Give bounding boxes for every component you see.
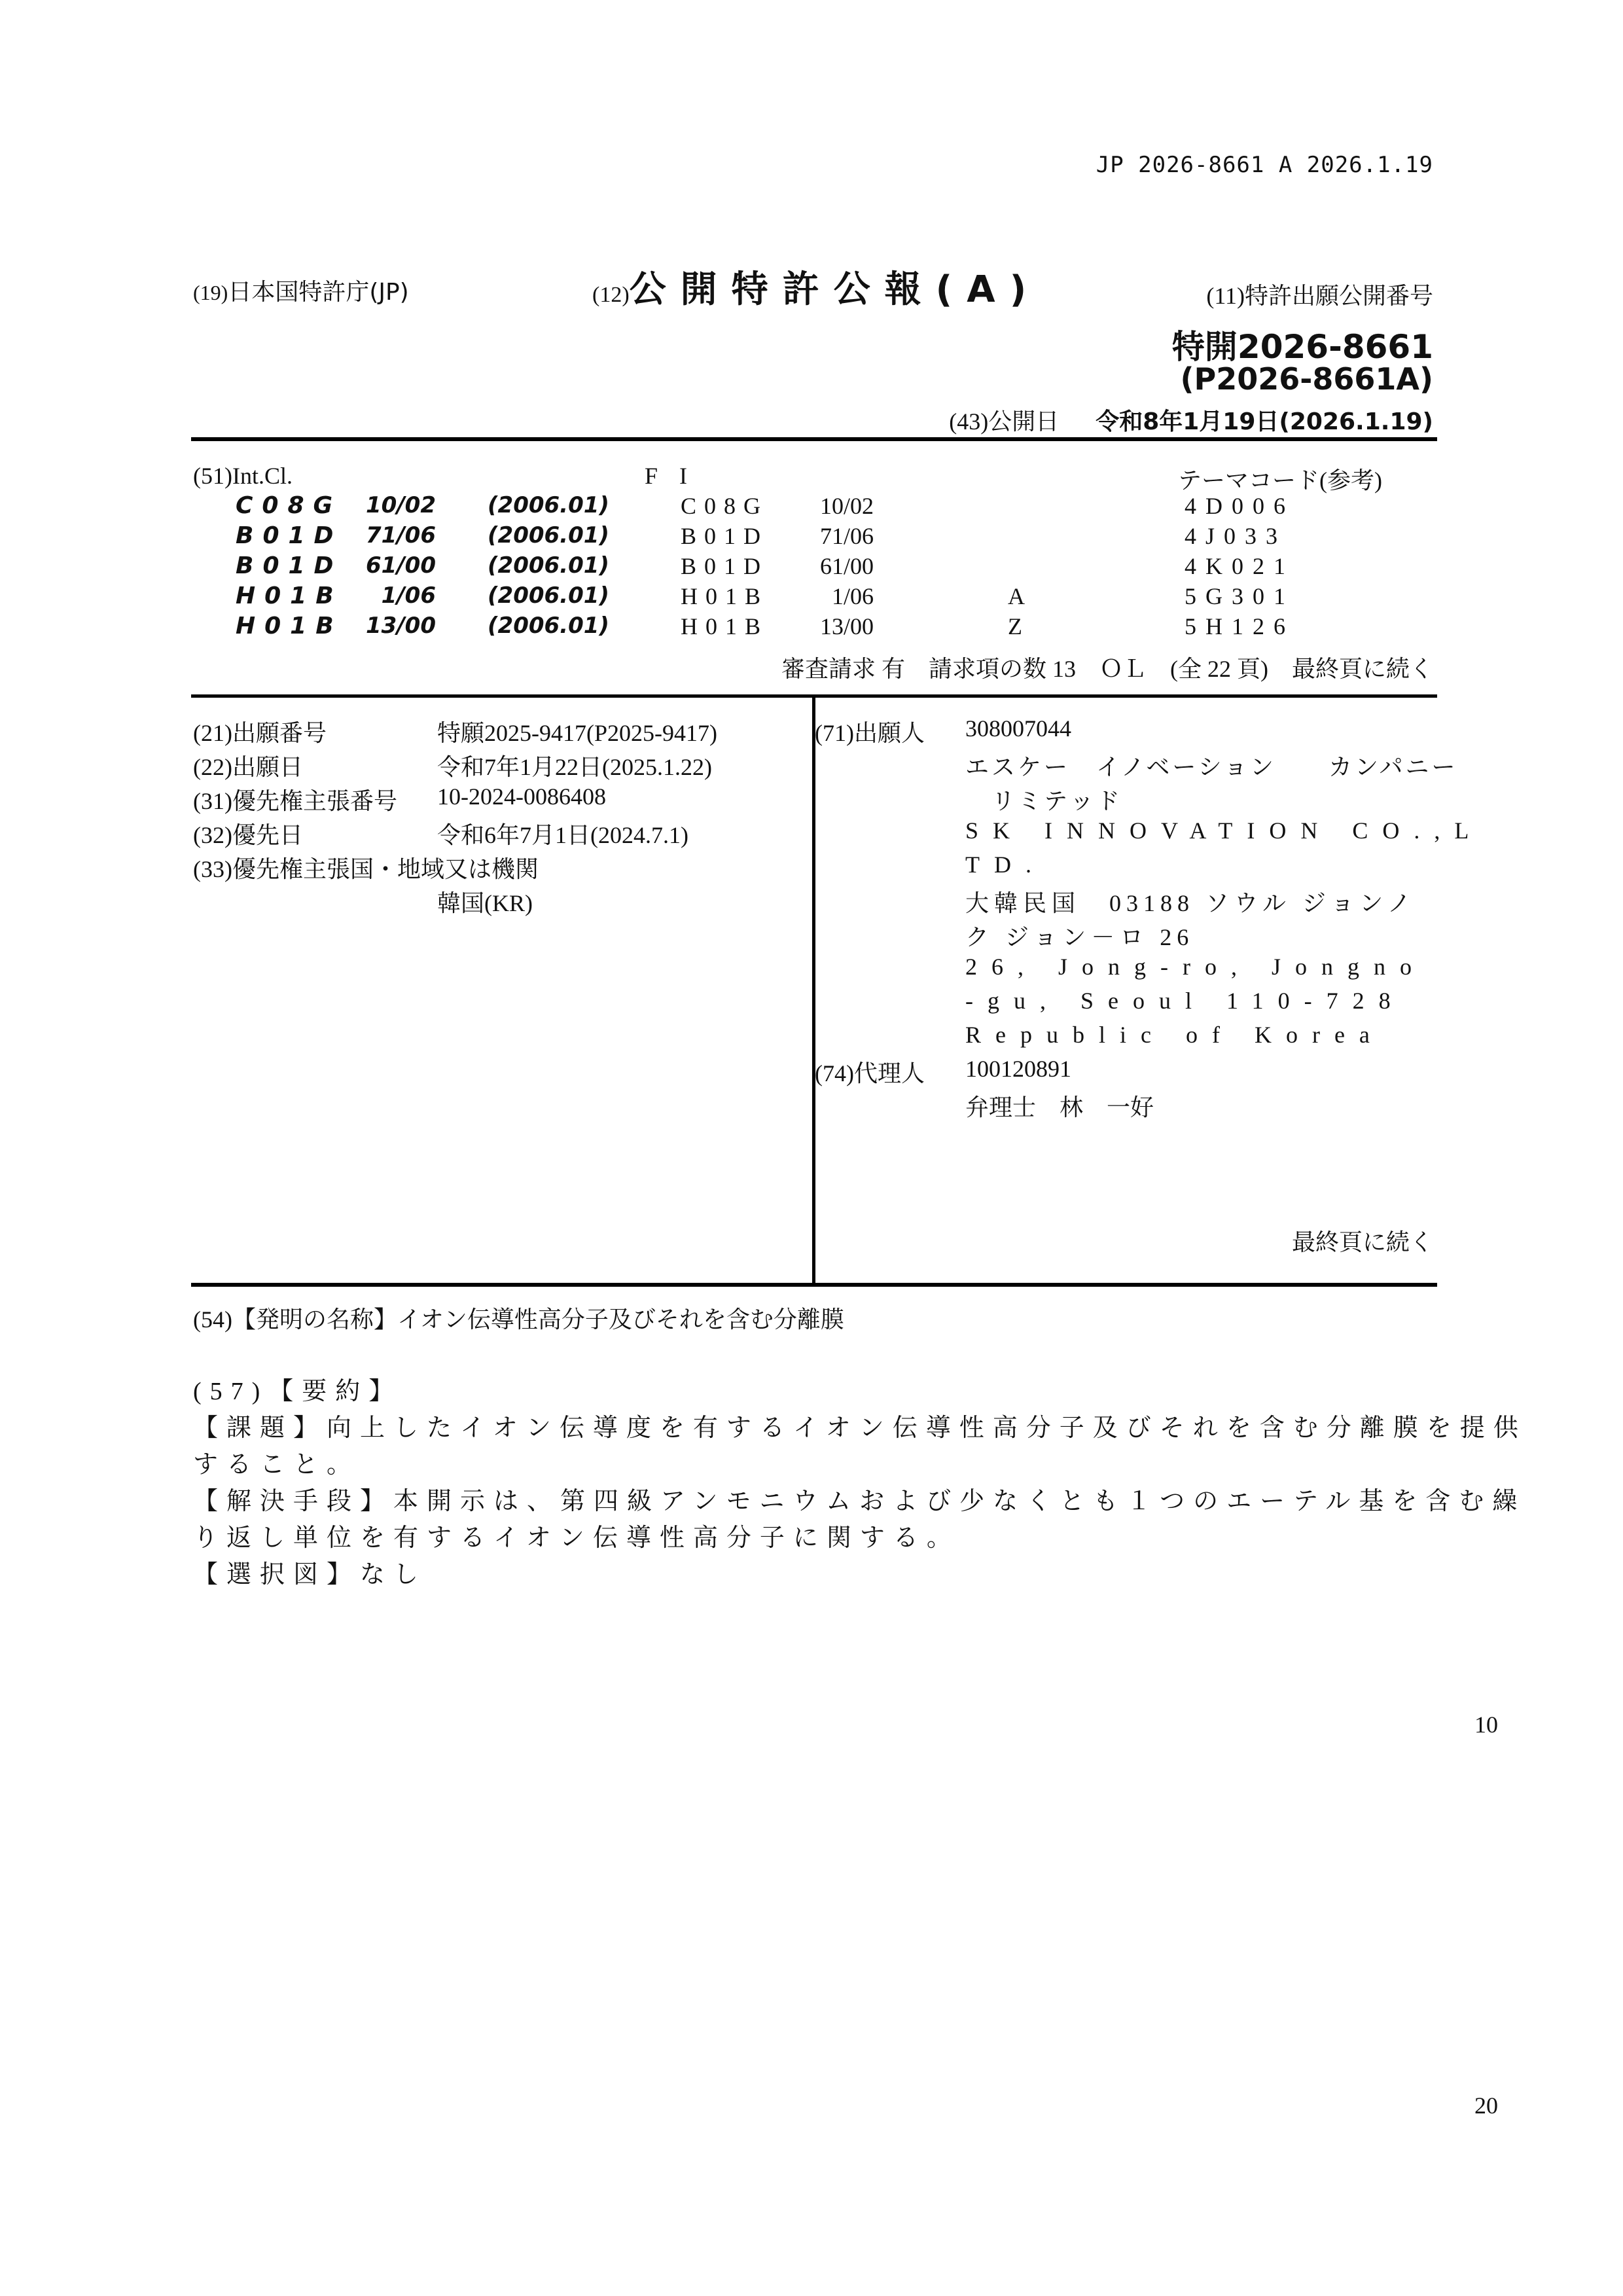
applicant-name-kana: エスケー イノベーション カンパニー bbox=[965, 754, 1458, 780]
pub-date-label: (43)公開日 bbox=[949, 408, 1060, 435]
ipc-group: 71/06 bbox=[365, 522, 436, 548]
pub-type-title: 公開特許公報(A) bbox=[629, 268, 1041, 311]
ipc-group: 1/06 bbox=[381, 583, 436, 609]
office-name: 日本国特許庁(JP) bbox=[228, 279, 409, 306]
ipc-version: (2006.01) bbox=[488, 613, 609, 639]
classification-row bbox=[0, 613, 1623, 643]
priority-number-label: (31)優先権主張番号 bbox=[193, 788, 397, 814]
ipc-code: C08G bbox=[236, 492, 342, 519]
ipc-version: (2006.01) bbox=[488, 583, 609, 609]
top-right-pub-id: JP 2026-8661 A 2026.1.19 bbox=[1096, 152, 1433, 178]
abstract-solution: 【解決手段】本開示は、第四級アンモニウムおよび少なくとも１つのエーテル基を含む繰 bbox=[193, 1488, 1526, 1515]
fi-group: 1/06 bbox=[831, 583, 874, 609]
abstract-selected-figure: 【選択図】なし bbox=[193, 1561, 427, 1588]
applicant-address-ja-cont: ク ジョン－ロ 26 bbox=[965, 924, 1194, 950]
filing-date-label: (22)出願日 bbox=[193, 754, 303, 780]
theme-code-label: テーマコード(参考) bbox=[1178, 467, 1382, 493]
ipc-code: B01D bbox=[236, 552, 343, 579]
priority-date-label: (32)優先日 bbox=[193, 822, 303, 848]
fi-code: B01D bbox=[681, 523, 769, 549]
invention-title: (54)【発明の名称】イオン伝導性高分子及びそれを含む分離膜 bbox=[193, 1306, 844, 1333]
publication-type bbox=[592, 260, 1041, 313]
ipc-version: (2006.01) bbox=[488, 492, 609, 518]
classification-row bbox=[0, 492, 1623, 522]
fi-suffix: Z bbox=[1008, 613, 1022, 639]
margin-line-number: 20 bbox=[1474, 2092, 1498, 2119]
agent-name: 弁理士 林 一好 bbox=[965, 1094, 1154, 1121]
abstract-heading: (57)【要約】 bbox=[193, 1378, 402, 1405]
agent-label: (74)代理人 bbox=[815, 1060, 925, 1086]
classification-row bbox=[0, 583, 1623, 613]
priority-country: 韓国(KR) bbox=[437, 890, 533, 916]
filing-date: 令和7年1月22日(2025.1.22) bbox=[437, 754, 712, 780]
pub-type-field-number: (12) bbox=[592, 283, 630, 307]
pub-number-p: (P2026-8661A) bbox=[1180, 361, 1433, 397]
patent-office bbox=[193, 274, 409, 307]
ipc-group: 10/02 bbox=[365, 492, 436, 518]
examination-summary: 審査請求 有 請求項の数 13 ＯＬ (全 22 頁) 最終頁に続く bbox=[781, 656, 1433, 682]
applicant-address-en: 26, Jong-ro, Jongno bbox=[965, 954, 1426, 980]
priority-date: 令和6年7月1日(2024.7.1) bbox=[437, 822, 688, 848]
theme-code: 4D006 bbox=[1185, 493, 1294, 519]
fi-suffix: A bbox=[1008, 583, 1025, 609]
office-field-number: (19) bbox=[193, 281, 228, 304]
margin-line-number: 10 bbox=[1474, 1712, 1498, 1738]
ipc-code: H01B bbox=[236, 583, 343, 609]
ipc-group: 61/00 bbox=[365, 552, 436, 579]
applicant-name-kana-cont: リミテッド bbox=[965, 788, 1123, 814]
ipc-code: H01B bbox=[236, 613, 343, 639]
rule-top bbox=[191, 437, 1437, 441]
applicant-country-en: Republic of Korea bbox=[965, 1022, 1384, 1048]
theme-code: 4J033 bbox=[1185, 523, 1287, 549]
applicant-id: 308007044 bbox=[965, 715, 1071, 742]
pub-number: 特開2026-8661 bbox=[1171, 328, 1433, 366]
classification-row bbox=[0, 552, 1623, 583]
column-divider bbox=[812, 694, 815, 1286]
ipc-code: B01D bbox=[236, 522, 343, 549]
fi-group: 71/06 bbox=[819, 523, 874, 549]
agent-id: 100120891 bbox=[965, 1056, 1071, 1082]
rule-bottom bbox=[191, 1283, 1437, 1287]
ipc-label: (51)Int.Cl. bbox=[193, 463, 293, 489]
fi-code: B01D bbox=[681, 553, 769, 579]
fi-group: 13/00 bbox=[819, 613, 874, 639]
priority-country-label: (33)優先権主張国・地域又は機関 bbox=[193, 856, 539, 882]
pub-date-line bbox=[949, 403, 1433, 437]
theme-code: 5G301 bbox=[1185, 583, 1294, 609]
abstract-problem-cont: すること。 bbox=[193, 1451, 361, 1479]
abstract-solution-cont: り返し単位を有するイオン伝導性高分子に関する。 bbox=[193, 1524, 960, 1552]
ipc-version: (2006.01) bbox=[488, 552, 609, 579]
fi-label: F I bbox=[645, 463, 696, 489]
applicant-address-en-cont: -gu, Seoul 110-728 bbox=[965, 988, 1405, 1014]
priority-number: 10-2024-0086408 bbox=[437, 783, 606, 810]
applicant-label: (71)出願人 bbox=[815, 720, 925, 746]
fi-group: 10/02 bbox=[819, 493, 874, 519]
ipc-group: 13/00 bbox=[365, 613, 436, 639]
fi-code: H01B bbox=[681, 583, 769, 609]
pub-date-value: 令和8年1月19日(2026.1.19) bbox=[1096, 408, 1433, 435]
abstract-problem: 【課題】向上したイオン伝導度を有するイオン伝導性高分子及びそれを含む分離膜を提供 bbox=[193, 1414, 1527, 1442]
applicant-name-en-cont: TD. bbox=[965, 852, 1046, 878]
ipc-version: (2006.01) bbox=[488, 522, 609, 548]
application-number-label: (21)出願番号 bbox=[193, 720, 327, 746]
fi-code: H01B bbox=[681, 613, 769, 639]
pub-number-label: (11)特許出願公開番号 bbox=[1206, 283, 1433, 309]
fi-code: C08G bbox=[681, 493, 769, 519]
applicant-name-en: SK INNOVATION CO.,L bbox=[965, 817, 1484, 844]
continued-on-last-page: 最終頁に続く bbox=[1291, 1229, 1433, 1255]
fi-group: 61/00 bbox=[819, 553, 874, 579]
applicant-address-ja: 大韓民国 03188 ソウル ジョンノ bbox=[965, 890, 1416, 916]
application-number: 特願2025-9417(P2025-9417) bbox=[437, 720, 717, 746]
theme-code: 4K021 bbox=[1185, 553, 1294, 579]
theme-code: 5H126 bbox=[1185, 613, 1294, 639]
classification-row bbox=[0, 522, 1623, 552]
